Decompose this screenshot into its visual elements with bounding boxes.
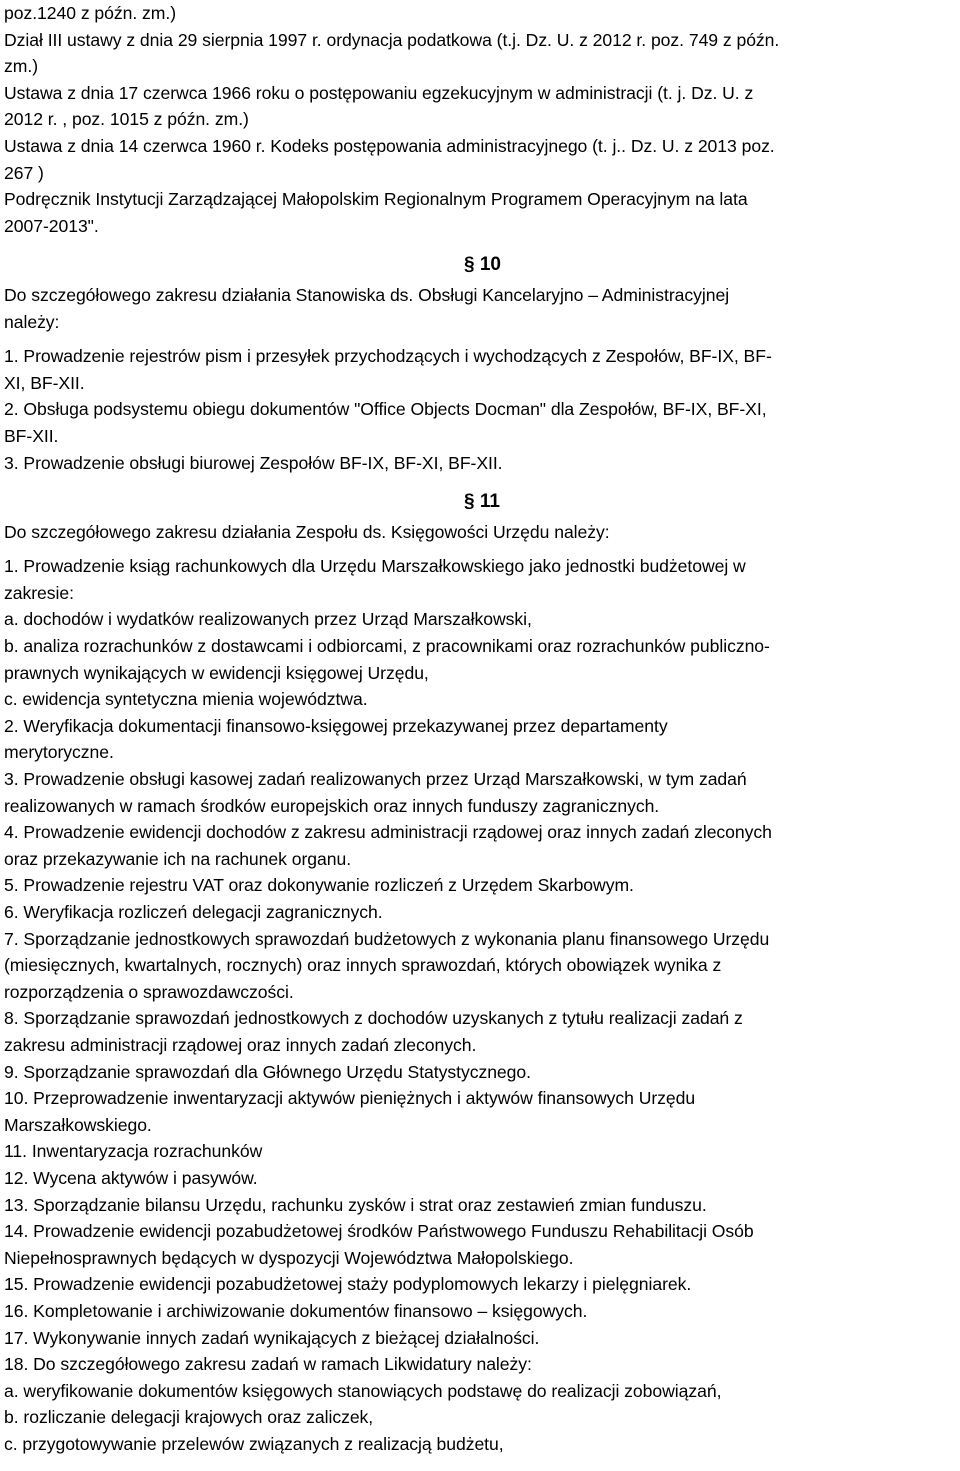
section-11-line: zakresu administracji rządowej oraz innych zadań zleconych. bbox=[4, 1034, 477, 1055]
section-11-line: a. weryfikowanie dokumentów księgowych stanowiących podstawę do realizacji zobowiązań, bbox=[4, 1380, 722, 1401]
intro-line: Ustawa z dnia 14 czerwca 1960 r. Kodeks postępowania administracyjnego (t. j.. Dz. U. z 2013 poz. bbox=[4, 135, 775, 156]
section-10-line: Do szczegółowego zakresu działania Stanowiska ds. Obsługi Kancelaryjno – Administracyjnej bbox=[4, 284, 730, 305]
section-11-line: 2. Weryfikacja dokumentacji finansowo-księgowej przekazywanej przez departamenty bbox=[4, 715, 668, 736]
section-11-line: Niepełnosprawnych będących w dyspozycji Województwa Małopolskiego. bbox=[4, 1247, 574, 1268]
document-page bbox=[4, 0, 958, 1457]
section-11-line: 14. Prowadzenie ewidencji pozabudżetowej środków Państwowego Funduszu Rehabilitacji Osób bbox=[4, 1221, 754, 1242]
intro-line: 2007-2013". bbox=[4, 215, 99, 236]
intro-line: Dział III ustawy z dnia 29 sierpnia 1997 r. ordynacja podatkowa (t.j. Dz. U. z 2012 r. poz. 749 z późn. bbox=[4, 29, 780, 50]
section-11-line: 18. Do szczegółowego zakresu zadań w ramach Likwidatury należy: bbox=[4, 1354, 532, 1375]
section-11-line: oraz przekazywanie ich na rachunek organu. bbox=[4, 848, 352, 869]
intro-line: poz.1240 z późn. zm.) bbox=[4, 3, 177, 23]
section-11-body bbox=[4, 519, 958, 1458]
section-10-line: 2. Obsługa podsystemu obiegu dokumentów "Office Objects Docman" dla Zespołów, BF-IX, BF-XI, bbox=[4, 399, 767, 420]
intro-line: zm.) bbox=[4, 56, 38, 77]
intro-line: 2012 r. , poz. 1015 z późn. zm.) bbox=[4, 109, 249, 130]
section-11-line: rozporządzenia o sprawozdawczości. bbox=[4, 981, 294, 1002]
section-11-line: 8. Sporządzanie sprawozdań jednostkowych z dochodów uzyskanych z tytułu realizacji zadań z bbox=[4, 1008, 743, 1029]
section-10-line: BF-XII. bbox=[4, 425, 59, 446]
section-10-line: 1. Prowadzenie rejestrów pism i przesyłek przychodzących i wychodzących z Zespołów, BF-IX, BF- bbox=[4, 346, 772, 367]
section-11-line: Marszałkowskiego. bbox=[4, 1114, 152, 1135]
section-10-heading: § 10 bbox=[464, 254, 501, 276]
section-11-line: prawnych wynikających w ewidencji księgowej Urzędu, bbox=[4, 662, 429, 683]
section-11-line: b. rozliczanie delegacji krajowych oraz zaliczek, bbox=[4, 1407, 374, 1428]
section-10-line: 3. Prowadzenie obsługi biurowej Zespołów BF-IX, BF-XI, BF-XII. bbox=[4, 452, 503, 473]
section-11-line: 1. Prowadzenie ksiąg rachunkowych dla Urzędu Marszałkowskiego jako jednostki budżetowej w bbox=[4, 556, 746, 577]
section-11-line: b. analiza rozrachunków z dostawcami i odbiorcami, z pracownikami oraz rozrachunków publiczno- bbox=[4, 636, 770, 657]
section-11-line: c. przygotowywanie przelewów związanych z realizacją budżetu, bbox=[4, 1433, 504, 1454]
section-11-line: merytoryczne. bbox=[4, 742, 114, 763]
section-11-line: 12. Wycena aktywów i pasywów. bbox=[4, 1167, 258, 1188]
intro-line: Ustawa z dnia 17 czerwca 1966 roku o postępowaniu egzekucyjnym w administracji (t. j. Dz. U. z bbox=[4, 82, 754, 103]
section-11-line: c. ewidencja syntetyczna mienia województwa. bbox=[4, 689, 368, 710]
section-11-line: 5. Prowadzenie rejestru VAT oraz dokonywanie rozliczeń z Urzędem Skarbowym. bbox=[4, 875, 634, 896]
section-11-line: zakresie: bbox=[4, 582, 74, 603]
section-11-line: 11. Inwentaryzacja rozrachunków bbox=[4, 1141, 263, 1162]
section-11-line: 13. Sporządzanie bilansu Urzędu, rachunku zysków i strat oraz zestawień zmian funduszu. bbox=[4, 1194, 707, 1215]
section-10-line: XI, BF-XII. bbox=[4, 372, 85, 393]
section-11-line: 4. Prowadzenie ewidencji dochodów z zakresu administracji rządowej oraz innych zadań zleconych bbox=[4, 822, 772, 843]
section-11-line: 9. Sporządzanie sprawozdań dla Głównego Urzędu Statystycznego. bbox=[4, 1061, 531, 1082]
section-11-line: a. dochodów i wydatków realizowanych przez Urząd Marszałkowski, bbox=[4, 609, 532, 630]
section-10-line: należy: bbox=[4, 311, 60, 332]
section-11-heading: § 11 bbox=[464, 491, 500, 513]
section-11-line: 7. Sporządzanie jednostkowych sprawozdań budżetowych z wykonania planu finansowego Urzędu bbox=[4, 928, 770, 949]
section-11-line: 15. Prowadzenie ewidencji pozabudżetowej staży podyplomowych lekarzy i pielęgniarek. bbox=[4, 1274, 692, 1295]
section-10-body bbox=[4, 282, 958, 476]
section-11-line: (miesięcznych, kwartalnych, rocznych) oraz innych sprawozdań, których obowiązek wynika z bbox=[4, 955, 722, 976]
intro-line: 267 ) bbox=[4, 162, 44, 183]
section-11-line: 16. Kompletowanie i archiwizowanie dokumentów finansowo – księgowych. bbox=[4, 1300, 588, 1321]
intro-block bbox=[4, 0, 958, 239]
section-11-line: realizowanych w ramach środków europejskich oraz innych funduszy zagranicznych. bbox=[4, 795, 660, 816]
section-11-line: 10. Przeprowadzenie inwentaryzacji aktywów pieniężnych i aktywów finansowych Urzędu bbox=[4, 1088, 696, 1109]
section-11-line: 6. Weryfikacja rozliczeń delegacji zagranicznych. bbox=[4, 902, 383, 922]
section-11-line: 17. Wykonywanie innych zadań wynikających z bieżącej działalności. bbox=[4, 1327, 540, 1348]
intro-line: Podręcznik Instytucji Zarządzającej Małopolskim Regionalnym Programem Operacyjnym na lata bbox=[4, 189, 748, 210]
section-11-line: 3. Prowadzenie obsługi kasowej zadań realizowanych przez Urząd Marszałkowski, w tym zadań bbox=[4, 769, 747, 790]
section-11-line: Do szczegółowego zakresu działania Zespołu ds. Księgowości Urzędu należy: bbox=[4, 521, 610, 542]
